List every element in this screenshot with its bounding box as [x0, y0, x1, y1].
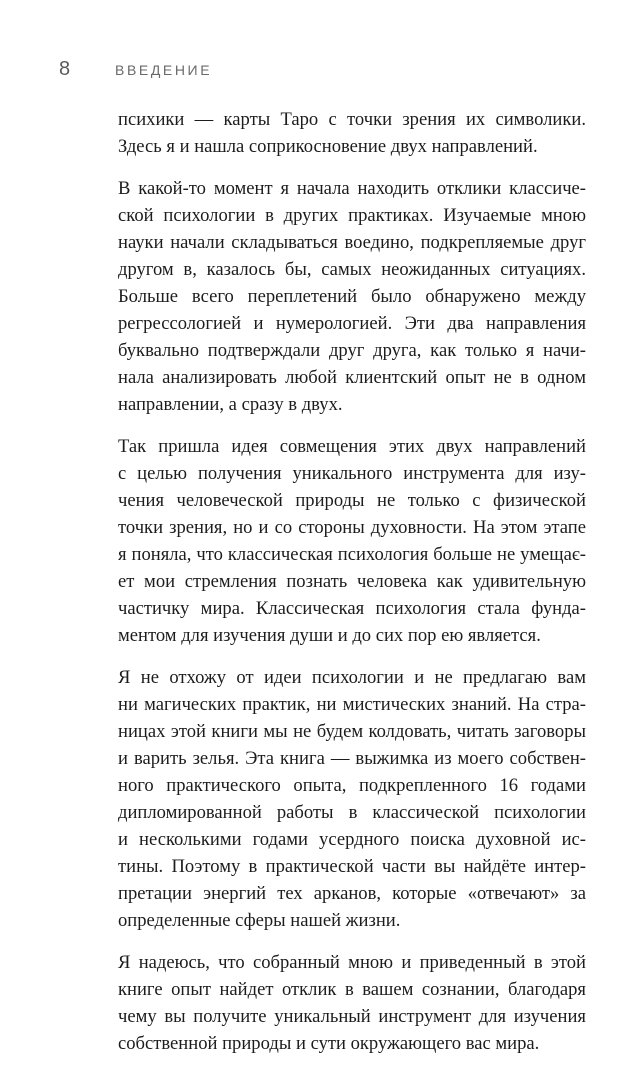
- text-line: точки зрения, но и со стороны духовности. На этом этапе: [118, 517, 586, 538]
- text-line: претации энергий тех арканов, которые «отвечают» за: [118, 883, 586, 904]
- text-line: ни магических практик, ни мистических знаний. На стра-: [118, 694, 586, 715]
- paragraph: [118, 433, 586, 649]
- text-line: ской психологии в других практиках. Изучаемые мною: [118, 205, 586, 226]
- text-line: с целью получения уникального инструмента для изу-: [118, 463, 586, 484]
- text-line: другом в, казалось бы, самых неожиданных ситуациях.: [118, 259, 586, 280]
- text-line: частичку мира. Классическая психология стала фунда-: [118, 598, 586, 619]
- text-line: Я надеюсь, что собранный мною и приведенный в этой: [118, 952, 586, 973]
- text-line: ет мои стремления познать человека как удивительную: [118, 571, 586, 592]
- text-line: нала анализировать любой клиентский опыт не в одном: [118, 367, 586, 388]
- text-line: Здесь я и нашла соприкосновение двух направлений.: [118, 136, 538, 157]
- text-line: направлении, а сразу в двух.: [118, 394, 343, 415]
- text-line: тины. Поэтому в практической части вы найдёте интер-: [118, 856, 586, 877]
- text-line: регрессологией и нумерологией. Эти два направления: [118, 313, 586, 334]
- text-line: чему вы получите уникальный инструмент для изучения: [118, 1006, 586, 1027]
- page-number: 8: [59, 58, 71, 80]
- paragraph: [118, 949, 586, 1057]
- text-line: и несколькими годами усердного поиска духовной ис-: [118, 829, 586, 850]
- text-line: В какой-то момент я начала находить отклики классиче-: [118, 178, 586, 199]
- text-line: Больше всего переплетений было обнаружено между: [118, 286, 586, 307]
- text-line: науки начали складываться воедино, подкрепляемые друг: [118, 232, 586, 253]
- text-line: психики — карты Таро с точки зрения их символики.: [118, 109, 586, 130]
- body-text: [118, 106, 586, 1072]
- text-line: и варить зелья. Эта книга — выжимка из моего собствен-: [118, 748, 586, 769]
- paragraph: [118, 106, 586, 160]
- running-header: [59, 58, 212, 82]
- paragraph: [118, 175, 586, 418]
- text-line: я поняла, что классическая психология больше не умещає-: [118, 544, 586, 565]
- text-line: книге опыт найдет отклик в вашем сознании, благодаря: [118, 979, 586, 1000]
- text-line: определенные сферы нашей жизни.: [118, 910, 401, 931]
- text-line: Так пришла идея совмещения этих двух направлений: [118, 436, 586, 457]
- text-line: ного практического опыта, подкрепленного 16 годами: [118, 775, 586, 796]
- text-line: собственной природы и сути окружающего вас мира.: [118, 1033, 540, 1054]
- section-title: ВВЕДЕНИЕ: [115, 62, 213, 78]
- text-line: дипломированной работы в классической психологии: [118, 802, 586, 823]
- text-line: буквально подтверждали друг друга, как только я начи-: [118, 340, 586, 361]
- text-line: ницах этой книги мы не будем колдовать, читать заговоры: [118, 721, 586, 742]
- text-line: Я не отхожу от идеи психологии и не предлагаю вам: [118, 667, 586, 688]
- paragraph: [118, 664, 586, 934]
- text-line: чения человеческой природы не только с физической: [118, 490, 586, 511]
- text-line: ментом для изучения души и до сих пор ею является.: [118, 625, 541, 646]
